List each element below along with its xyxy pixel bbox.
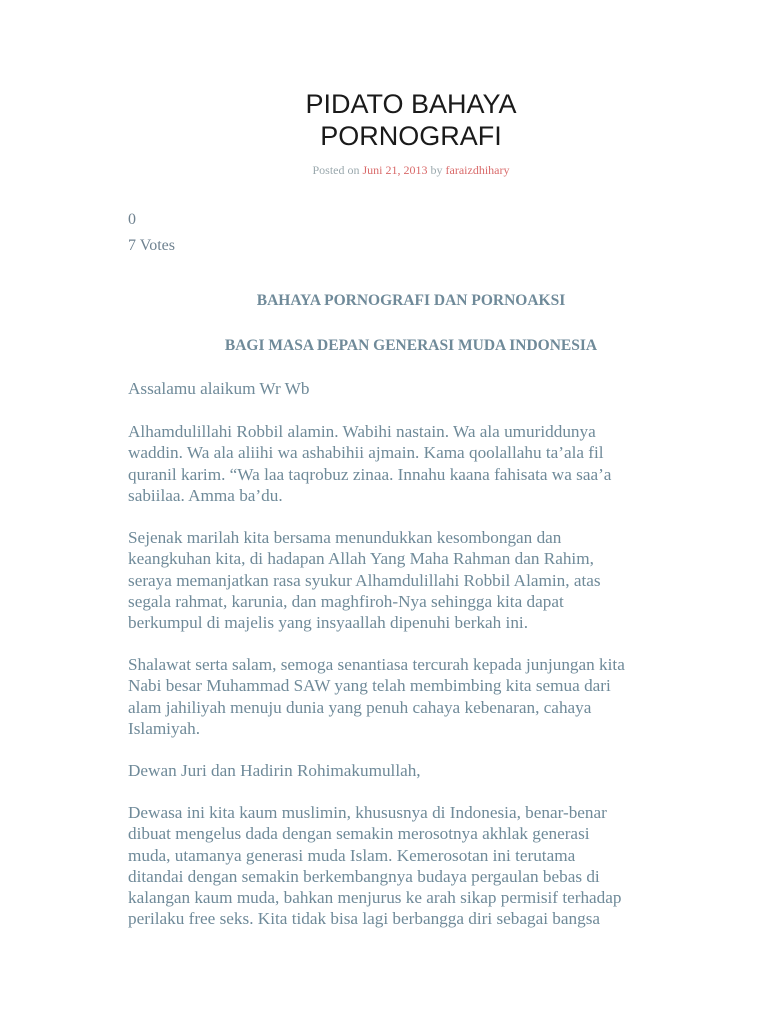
post-meta — [0, 163, 768, 178]
text-line: Nabi besar Muhammad SAW yang telah membimbing kita semua dari — [128, 676, 611, 696]
paragraph-gratitude — [128, 527, 708, 633]
text-line: berkumpul di majelis yang insyaallah dipenuhi berkah ini. — [128, 613, 528, 633]
text-line: sabiilaa. Amma ba’du. — [128, 485, 283, 505]
post-title — [0, 88, 768, 152]
text-line: alam jahiliyah menuju dunia yang penuh cahaya kebenaran, cahaya — [128, 697, 592, 717]
text-line: Islamiyah. — [128, 718, 201, 738]
rating-votes — [128, 207, 175, 259]
text-line: Shalawat serta salam, semoga senantiasa tercurah kepada junjungan kita — [128, 655, 625, 674]
paragraph-address — [128, 760, 708, 781]
votes-count[interactable]: 0 — [128, 211, 136, 228]
text-line: kalangan kaum muda, bahkan menjurus ke arah sikap permisif terhadap — [128, 888, 622, 908]
text-line: quranil karim. “Wa laa taqrobuz zinaa. Innahu kaana fahisata wa saa’a — [128, 464, 612, 484]
paragraph-greeting — [128, 378, 708, 399]
paragraph-opening — [128, 421, 708, 506]
text-line: Sejenak marilah kita bersama menundukkan kesombongan dan — [128, 528, 562, 547]
paragraph-main — [128, 802, 708, 930]
text-line: segala rahmat, karunia, dan maghfiroh-Nya sehingga kita dapat — [128, 591, 564, 611]
post-title-line-2: PORNOGRAFI — [320, 121, 502, 151]
text-line: Assalamu alaikum Wr Wb — [128, 379, 310, 398]
votes-label: 7 Votes — [128, 237, 175, 254]
text-line: seraya memanjatkan rasa syukur Alhamdulillahi Robbil Alamin, atas — [128, 570, 601, 590]
post-title-line-1: PIDATO BAHAYA — [305, 89, 517, 119]
section-heading-2: BAGI MASA DEPAN GENERASI MUDA INDONESIA — [224, 337, 598, 354]
text-line: Alhamdulillahi Robbil alamin. Wabihi nastain. Wa ala umuriddunya — [128, 422, 596, 441]
text-line: muda, utamanya generasi muda Islam. Kemerosotan ini terutama — [128, 845, 576, 865]
post-date-link[interactable]: Juni 21, 2013 — [362, 163, 428, 177]
posted-on-label: Posted on — [312, 163, 363, 177]
text-line: Dewan Juri dan Hadirin Rohimakumullah, — [128, 761, 421, 780]
text-line: waddin. Wa ala aliihi wa ashabihii ajmain. Kama qoolallahu ta’ala fil — [128, 443, 604, 463]
paragraph-shalawat — [128, 654, 708, 739]
author-link[interactable]: faraizdhihary — [445, 163, 510, 177]
text-line: perilaku free seks. Kita tidak bisa lagi berbangga diri sebagai bangsa — [128, 909, 601, 929]
text-line: keangkuhan kita, di hadapan Allah Yang Maha Rahman dan Rahim, — [128, 549, 594, 569]
text-line: ditandai dengan semakin berkembangnya budaya pergaulan bebas di — [128, 866, 600, 886]
by-label: by — [427, 163, 446, 177]
section-heading-1: BAHAYA PORNOGRAFI DAN PORNOAKSI — [256, 292, 566, 309]
text-line: Dewasa ini kita kaum muslimin, khususnya di Indonesia, benar-benar — [128, 803, 607, 822]
text-line: dibuat mengelus dada dengan semakin merosotnya akhlak generasi — [128, 824, 590, 844]
